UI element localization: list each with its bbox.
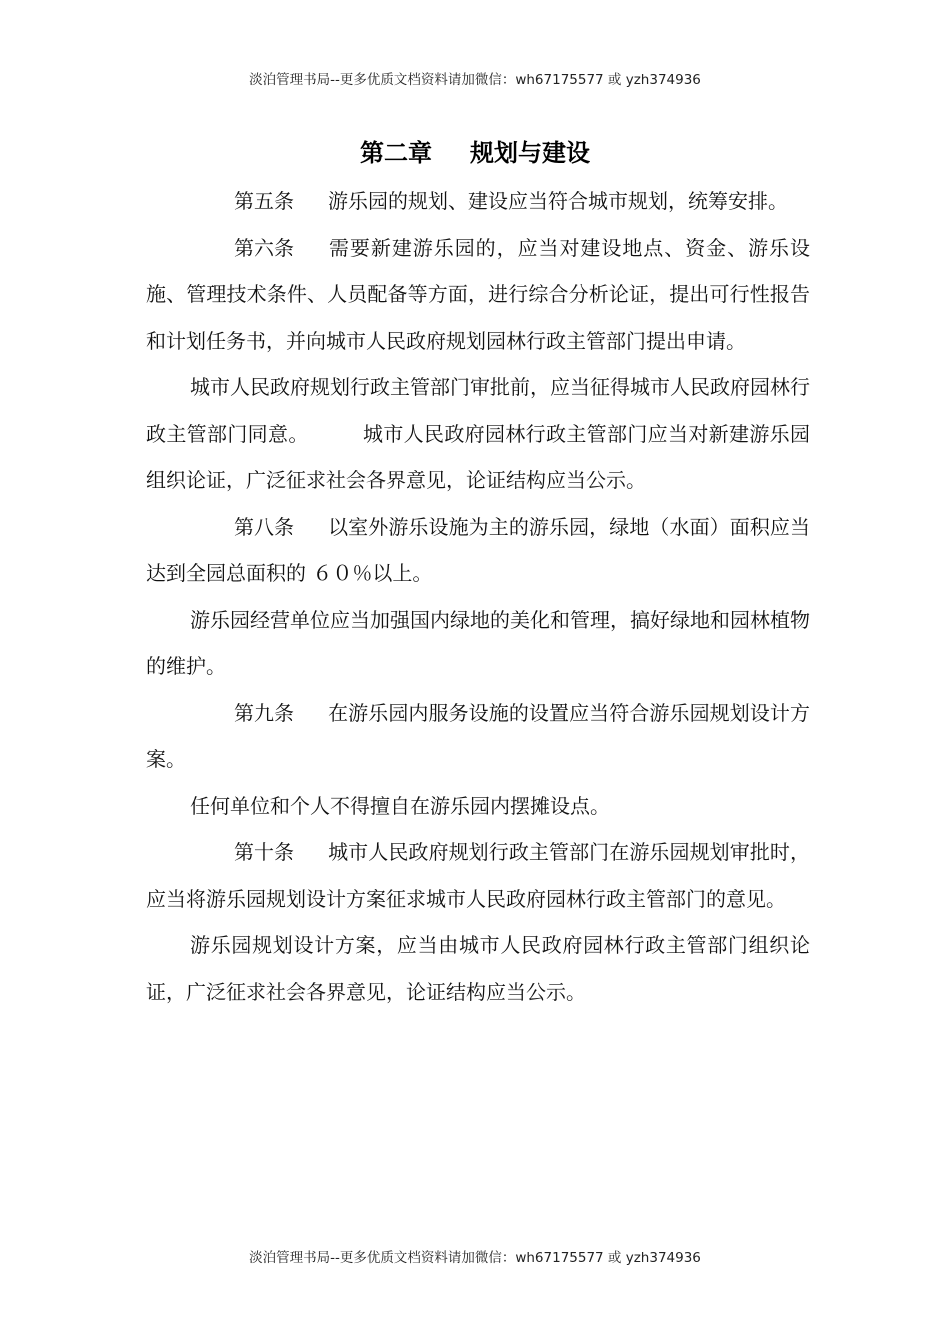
article-text: 游乐园的规划、建设应当符合城市规划，统筹安排。: [328, 189, 788, 213]
article-label: 第十条: [234, 840, 294, 864]
article-8: [146, 504, 810, 597]
article-10: [146, 829, 810, 922]
page-header: 淡泊管理书局--更多优质文档资料请加微信：wh67175577 或 yzh374936: [249, 72, 701, 88]
article-5: [146, 178, 810, 225]
paragraph-text: 城市人民政府园林行政主管部门应当对新建游乐园组织论证，广泛征求社会各界意见，论证结构应当公示。: [146, 421, 811, 492]
article-text: 在游乐园内服务设施的设置应当符合游乐园规划设计方案。: [146, 700, 810, 771]
chapter-number: 第二章: [360, 139, 432, 167]
page-footer: 淡泊管理书局--更多优质文档资料请加微信：wh67175577 或 yzh374936: [249, 1250, 701, 1266]
article-label: 第六条: [234, 235, 294, 260]
article-text: 城市人民政府规划行政主管部门在游乐园规划审批时，应当将游乐园规划设计方案征求城市人民政府园林行政主管部门的意见。: [146, 840, 810, 911]
article-8-paragraph-2: [146, 597, 810, 690]
article-label: 第五条: [234, 189, 294, 213]
chapter-title: [0, 133, 950, 168]
article-label: 第九条: [234, 700, 294, 725]
article-label: 第八条: [234, 514, 294, 539]
chapter-name: 规划与建设: [470, 139, 590, 167]
article-10-paragraph-2: [146, 922, 810, 1015]
paragraph-text: 游乐园经营单位应当加强国内绿地的美化和管理，搞好绿地和园林植物的维护。: [146, 607, 810, 678]
paragraph-text: 城市人民政府规划行政主管部门审批前，应当征得城市人民政府园林行政主管部门同意。: [146, 375, 810, 446]
article-text: 以室外游乐设施为主的游乐园，绿地（水面）面积应当达到全园总面积的 ６０％以上。: [146, 514, 810, 585]
article-9-paragraph-2: [146, 783, 810, 830]
article-6-paragraph-2: [146, 364, 810, 504]
paragraph-text: 任何单位和个人不得擅自在游乐园内摆摊设点。: [190, 793, 610, 818]
paragraph-text: 游乐园规划设计方案，应当由城市人民政府园林行政主管部门组织论证，广泛征求社会各界意见，论证结构应当公示。: [146, 933, 810, 1004]
article-9: [146, 690, 810, 783]
document-body: [146, 178, 810, 1015]
article-6: [146, 225, 810, 365]
article-text: 需要新建游乐园的，应当对建设地点、资金、游乐设施、管理技术条件、人员配备等方面，进行综合分析论证，提出可行性报告和计划任务书，并向城市人民政府规划园林行政主管部门提出申请。: [146, 235, 810, 353]
